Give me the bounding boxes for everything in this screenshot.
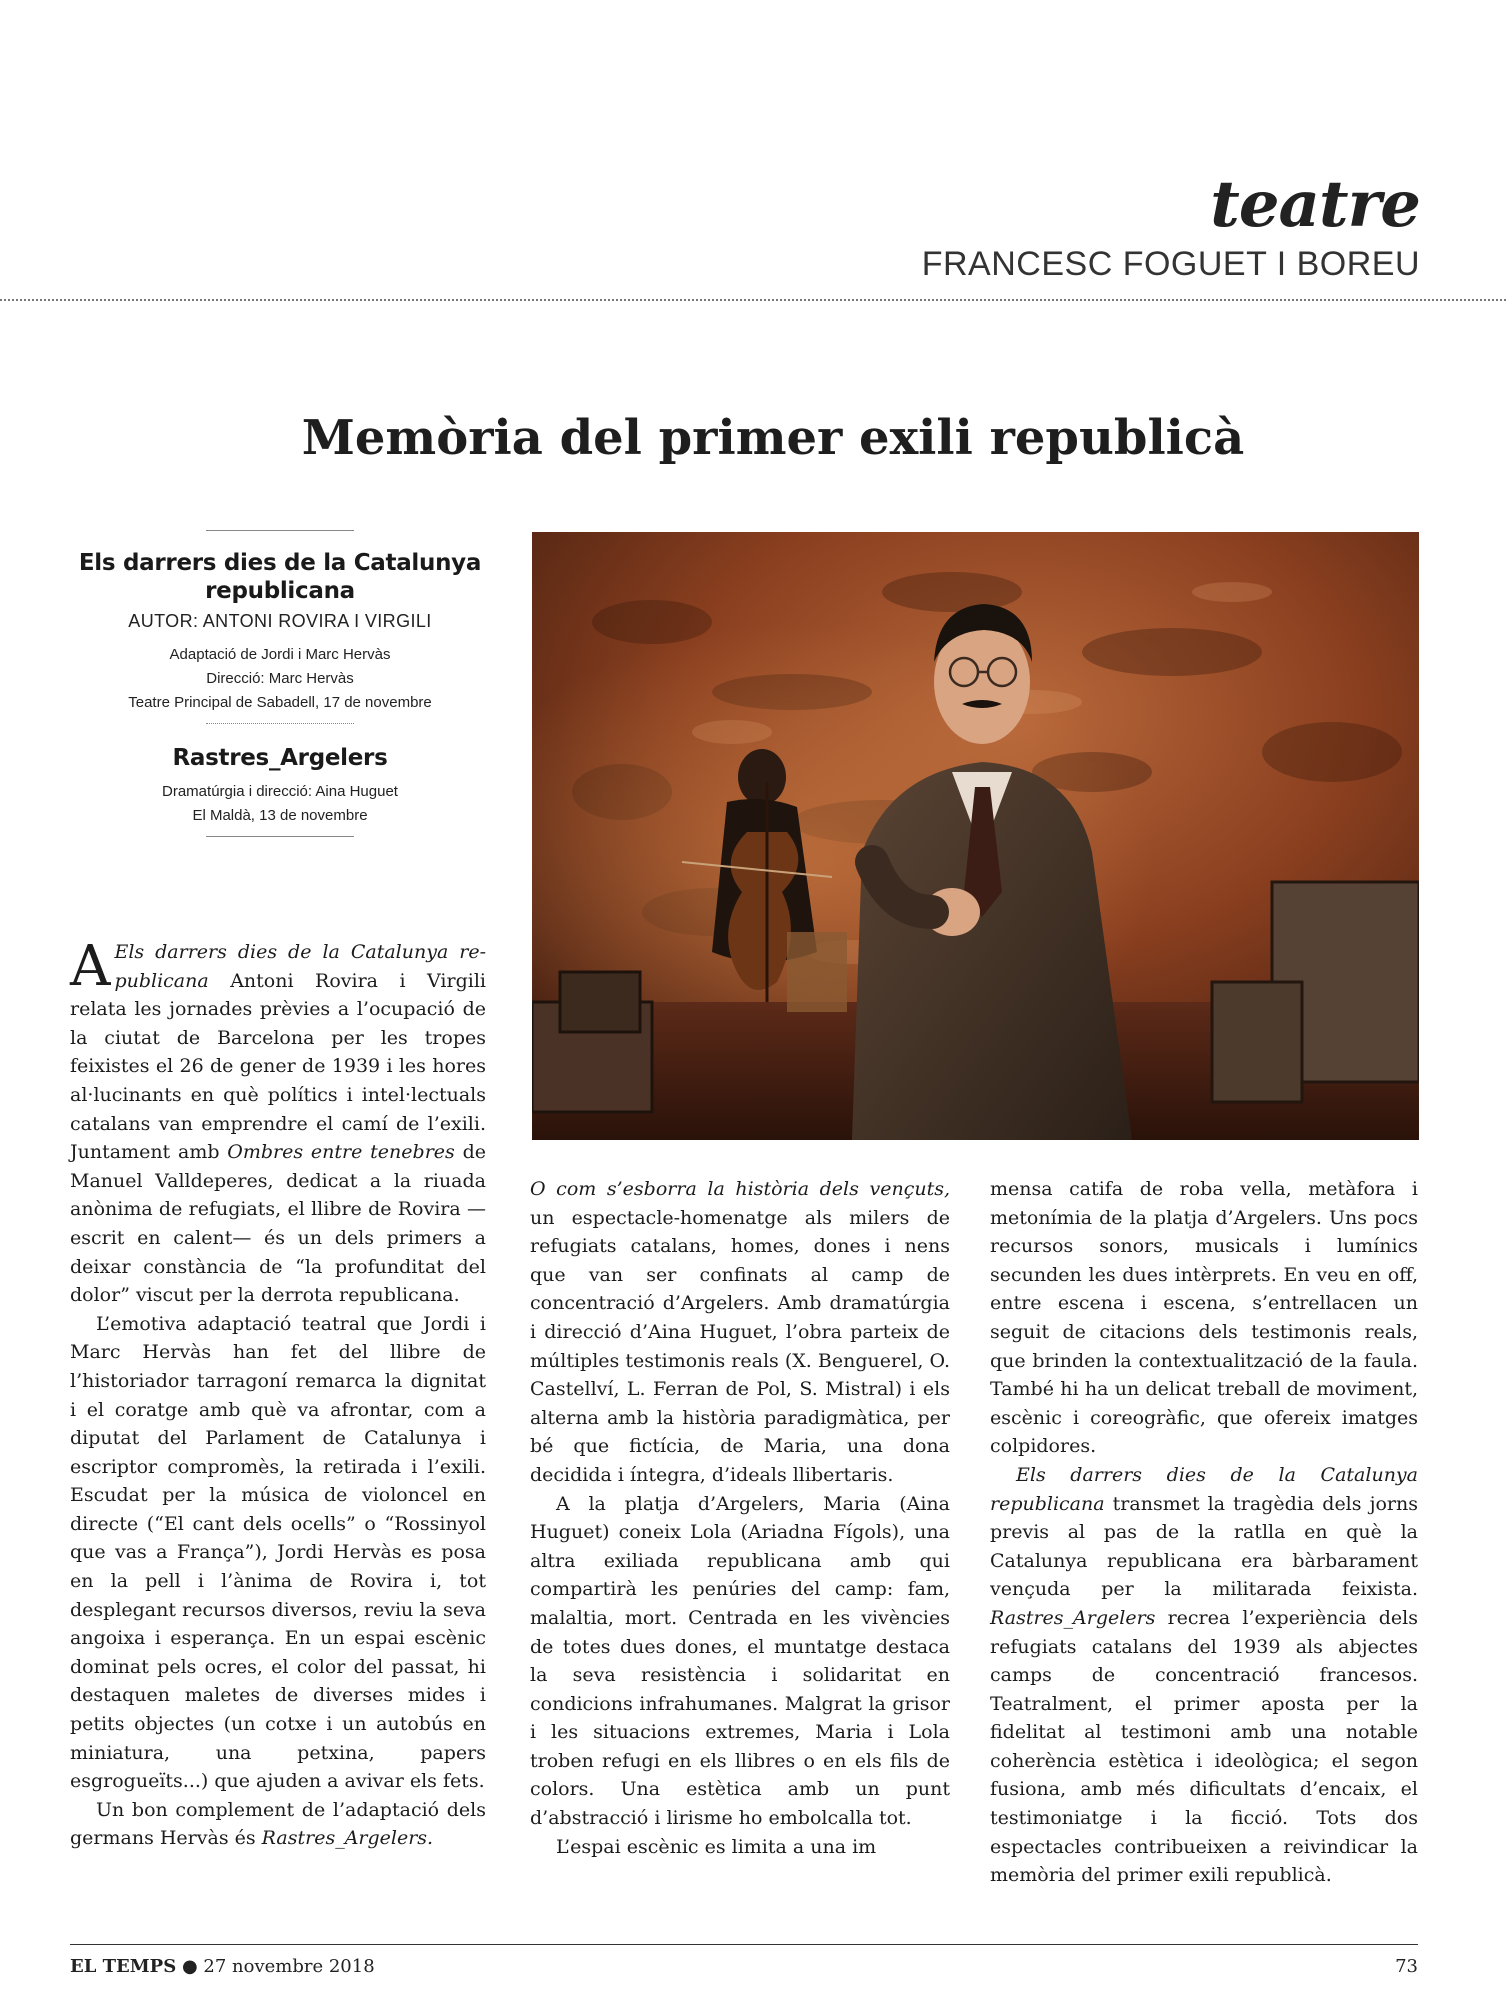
paragraph-6-continued: mensa catifa de roba vella, metàfora i metonímia de la platja d’Argelers. Uns pocs recursos sonors, musicals i lumínics secunden les dues intèrprets. En veu en off, entre escena i escena, s’entrellacen un seguit de citacions dels testimonis reals, que brinden la contextualització de la faula. També hi ha un delicat treball de moviment, escènic i coreogràfic, que ofereix imatges colpidores. [990,1178,1418,1458]
show1-adaptation: Adaptació de Jordi i Marc Hervàs [169,646,391,663]
show1-title-italic: Els darrers dies de la Catalunya republicana [114,941,486,992]
show2-direction: Dramatúrgia i direcció: Aina Huguet [162,783,398,800]
drop-cap: A [70,934,111,999]
section-label: teatre [1210,167,1420,242]
stage-photo [532,532,1419,1140]
paragraph-5: A la platja d’Argelers, Maria (Aina Huguet) coneix Lola (Ariadna Fígols), una altra exiliada republicana amb qui compartirà les penúries del camp: fam, malaltia, mort. Centrada en les vivències de totes dues dones, el muntatge destaca la seva resistència i solidaritat en condicions infrahumanes. Malgrat la grisor i les situacions extremes, Maria i Lola troben refugi en els llibres o en els fils de colors. Una estètica amb un punt d’abstracció i lirisme ho embolcalla tot. [530,1492,950,1830]
top-dotted-rule [0,299,1506,301]
article-column-3 [990,1175,1418,1890]
paragraph-2: L’emotiva adaptació teatral que Jordi i Marc Hervàs han fet del llibre de l’historiador tarragoní remarca la dignitat i el coratge amb què va afrontar, com a diputat del Parlament de Catalunya i escriptor compromès, la retirada i l’exili. Escudat per la música de violoncel en directe (“El cant dels ocells” o “Rossinyol que vas a França”), Jordi Hervàs es posa en la pell i l’ànima de Rovira i, tot desplegant recursos diversos, reviu la seva angoixa i esperança. En un espai escènic dominat pels ocres, el color del passat, hi destaquen maletes de diverses mides i petits objectes (un cotxe i un autobús en miniatura, una petxina, papers esgrogueïts...) que ajuden a avivar els fets. [70,1312,486,1793]
show2-title: Rastres_Argelers [172,745,388,771]
page-number: 73 [1395,1956,1418,1977]
footer-separator: ● [181,1956,198,1977]
headline: Memòria del primer exili republicà [301,410,1245,466]
paragraph-3: Un bon complement de l’adaptació dels germans Hervàs és Rastres_Argelers. [70,1798,486,1850]
credits-bottom-rule [206,836,354,837]
footer-rule [70,1944,1418,1945]
paragraph-1: A Els darrers dies de la Catalunya republicana Antoni Rovira i Virgili relata les jornades prèvies a l’ocupació de la ciutat de Barcelona per les tropes feixistes el 26 de gener de 1939 i les hores al·lucinants en què polítics i intel·lectuals catalans van emprendre el camí de l’exili. Juntament amb Ombres entre tenebres de Manuel Valldeperes, dedicat a la riuada anònima de refugiats, el llibre de Rovira —escrit en calent— és un dels primers a deixar constància de “la profunditat del dolor” viscut per la derrota republicana. [70,934,486,1307]
footer [70,1954,1418,1982]
issue-date: 27 novembre 2018 [203,1956,375,1977]
article-column-1 [70,934,486,1853]
paragraph-4: O com s’esborra la història dels vençuts, un espectacle-homenatge als milers de refugiats catalans, homes, dones i nens que van ser confinats al camp de concentració d’Argelers. Amb dramatúrgia i direcció d’Aina Huguet, l’obra parteix de múltiples testimonis reals (X. Benguerel, O. Castellví, L. Ferran de Pol, S. Mistral) i els alterna amb la història paradigmàtica, per bé que fictícia, de Maria, una dona decidida i íntegra, d’ideals llibertaris. [530,1178,950,1486]
author-name: FRANCESC FOGUET I BOREU [921,245,1420,283]
show1-venue: Teatre Principal de Sabadell, 17 de novembre [128,694,432,711]
paragraph-7: Els darrers dies de la Catalunya republicana transmet la tragèdia dels jorns previs al pas de la ratlla en què la Catalunya republicana era bàrbarament vençuda per la militarada feixista. Rastres_Argelers recrea l’experiència dels refugiats catalans del 1939 als abjectes camps de concentració francesos. Teatralment, el primer aposta per la fidelitat al testimoni amb una notable coherència estètica i ideològica; el segon fusiona, amb més dificultats d’encaix, el testimoniatge i la ficció. Tots dos espectacles contribueixen a reivindicar la memòria del primer exili republicà. [990,1463,1418,1887]
credits-box [70,530,490,837]
paragraph-6-start: L’espai escènic es limita a una im [556,1835,877,1858]
show1-direction: Direcció: Marc Hervàs [206,670,354,687]
show1-author: AUTOR: ANTONI ROVIRA I VIRGILI [128,611,432,631]
article-column-2 [530,1175,950,1861]
show2-venue: El Maldà, 13 de novembre [192,807,368,824]
show1-title: Els darrers dies de la Catalunya republicana [78,550,482,604]
magazine-name: EL TEMPS [70,1956,177,1977]
